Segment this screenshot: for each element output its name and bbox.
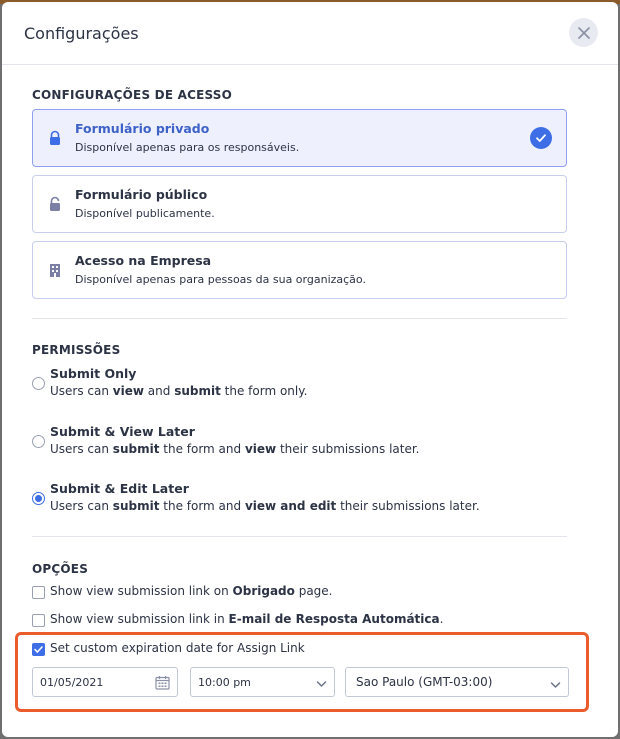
access-section-label: CONFIGURAÇÕES DE ACESSO [32,88,233,102]
option-custom-expiration[interactable] [32,641,572,659]
close-icon [578,27,590,39]
time-value: 10:00 pm [198,675,251,689]
permission-title: Submit & View Later [50,424,195,439]
permission-submit-edit-later[interactable] [32,481,572,517]
lock-icon [47,130,63,146]
checkbox[interactable] [32,614,45,627]
permission-description: Users can submit the form and view their submissions later. [50,442,420,456]
permissions-section-label: PERMISSÕES [32,343,121,357]
access-option-title: Formulário público [75,187,208,202]
modal-header [2,2,618,65]
access-section-title [32,84,567,103]
radio-button[interactable] [32,435,45,448]
option-autoresponder-link[interactable] [32,612,572,630]
option-thankyou-link[interactable] [32,584,572,602]
access-option-description: Disponível apenas para os responsáveis. [75,141,300,154]
checkbox-label: Show view submission link on Obrigado page. [50,584,333,598]
permission-submit-only[interactable] [32,366,572,402]
permission-description: Users can view and submit the form only. [50,384,308,398]
options-section-label: OPÇÕES [32,562,89,576]
permission-title: Submit & Edit Later [50,481,189,496]
expiration-time-select[interactable] [190,667,335,697]
timezone-value: Sao Paulo (GMT-03:00) [356,675,493,689]
radio-button[interactable] [32,377,45,390]
lock-open-icon [47,196,63,212]
permission-submit-view-later[interactable] [32,424,572,460]
divider [32,318,567,319]
access-option-description: Disponível publicamente. [75,207,215,220]
access-option-company[interactable] [32,241,567,299]
chevron-down-icon [550,678,561,692]
checkmark-icon [33,644,44,655]
options-section-title [32,558,567,577]
access-option-private[interactable] [32,109,567,167]
permission-description: Users can submit the form and view and edit their submissions later. [50,499,480,513]
close-button[interactable] [569,18,598,47]
access-option-public[interactable] [32,175,567,233]
checkbox-label: Show view submission link in E-mail de Resposta Automática. [50,612,444,626]
access-option-description: Disponível apenas para pessoas da sua organização. [75,273,366,286]
permission-title: Submit Only [50,366,137,381]
divider [32,536,567,537]
checkbox[interactable] [32,643,45,656]
radio-button[interactable] [32,492,45,505]
date-value: 01/05/2021 [40,675,104,689]
checkmark-icon [530,127,552,149]
chevron-down-icon [316,678,327,691]
expiration-timezone-select[interactable] [345,667,569,697]
permissions-section-title [32,339,567,358]
access-option-title: Acesso na Empresa [75,253,212,268]
access-option-title: Formulário privado [75,121,210,136]
modal-title: Configurações [24,23,139,43]
calendar-icon[interactable] [155,675,170,693]
checkbox-label: Set custom expiration date for Assign Link [50,641,305,655]
checkbox[interactable] [32,586,45,599]
building-icon [47,262,63,278]
expiration-date-input[interactable] [32,667,178,697]
